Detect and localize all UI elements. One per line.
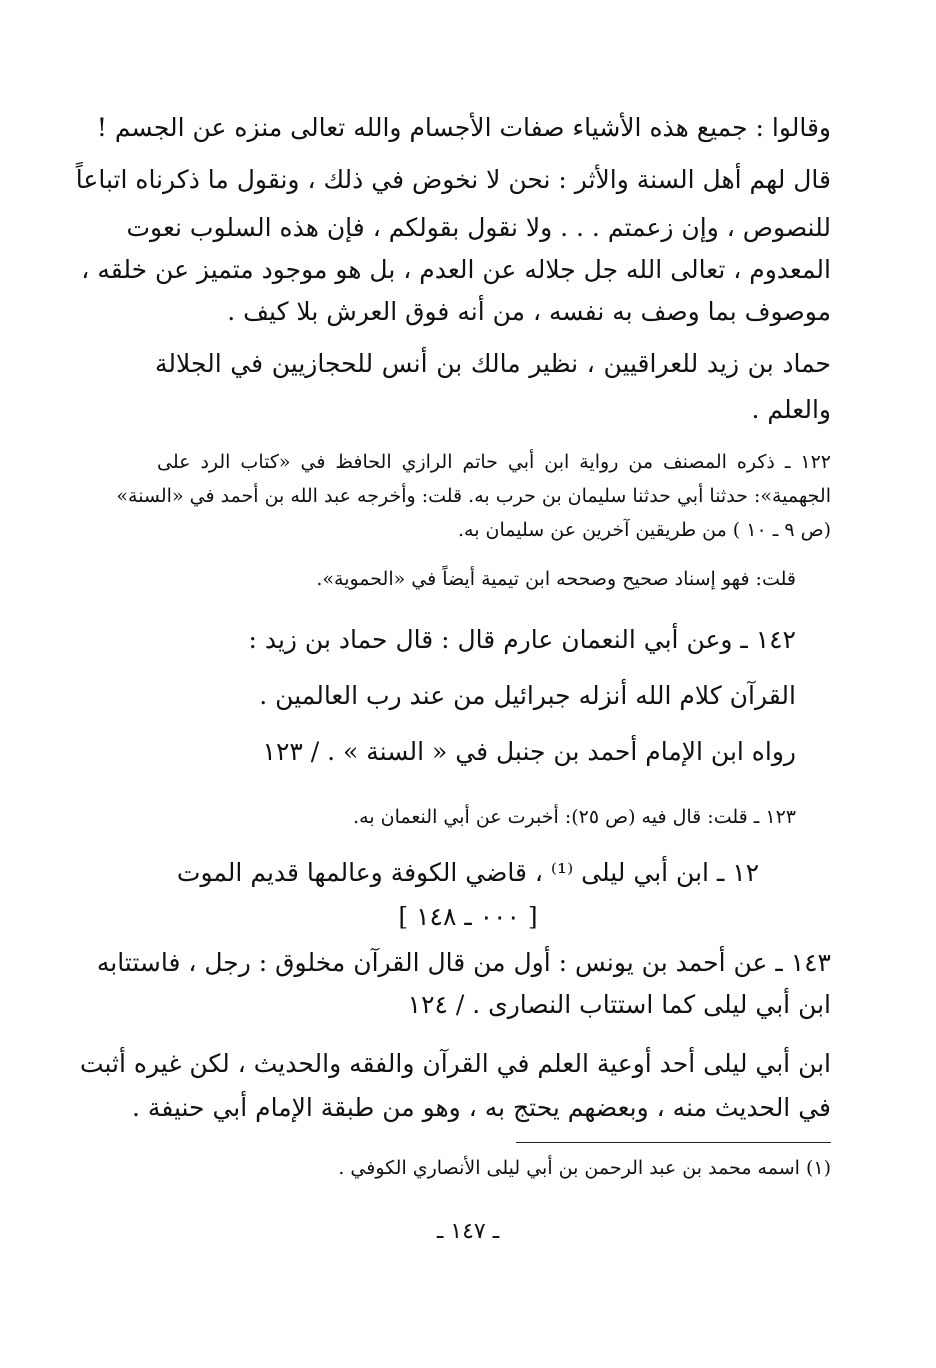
paragraph-line: ابن أبي ليلى أحد أوعية العلم في القرآن والفقه والحديث ، لكن غيره أثبت: [79, 1049, 831, 1078]
section-heading: ١٢ ـ ابن أبي ليلى ⁽¹⁾ ، قاضي الكوفة وعالمها قديم الموت: [176, 858, 760, 887]
text-line: ١٤٢ ـ وعن أبي النعمان عارم قال : قال حماد بن زيد :: [248, 625, 796, 654]
paragraph-line: المعدوم ، تعالى الله جل جلاله عن العدم ، بل هو موجود متميز عن خلقه ،: [81, 255, 831, 284]
footnote: (١) اسمه محمد بن عبد الرحمن بن أبي ليلى الأنصاري الكوفي .: [338, 1157, 831, 1179]
paragraph-line: موصوف بما وصف به نفسه ، من أنه فوق العرش بلا كيف .: [227, 297, 831, 326]
paragraph-line: والعلم .: [751, 395, 831, 424]
text-line: ابن أبي ليلى كما استتاب النصارى . / ١٢٤: [407, 990, 831, 1019]
footnote-separator: [516, 1142, 831, 1143]
paragraph-line: قال لهم أهل السنة والأثر : نحن لا نخوض في ذلك ، ونقول ما ذكرناه اتباعاً: [75, 165, 831, 194]
note-line: (ص ٩ ـ ١٠ ) من طريقين آخرين عن سليمان به.: [457, 519, 831, 541]
note-line: ١٢٢ ـ ذكره المصنف من رواية ابن أبي حاتم الرازي الحافظ في «كتاب الرد على: [157, 451, 831, 473]
text-line: ١٤٣ ـ عن أحمد بن يونس : أول من قال القرآن مخلوق : رجل ، فاستتابه: [96, 948, 831, 977]
note-line: قلت: فهو إسناد صحيح وصححه ابن تيمية أيضاً في «الحموية».: [316, 568, 796, 590]
paragraph-line: حماد بن زيد للعراقيين ، نظير مالك بن أنس للحجازيين في الجلالة: [155, 349, 831, 378]
text-line: القرآن كلام الله أنزله جبرائيل من عند رب العالمين .: [259, 681, 796, 710]
page-number: ـ ١٤٧ ـ: [436, 1219, 500, 1244]
paragraph-line: للنصوص ، وإن زعمتم . . . ولا نقول بقولكم ، فإن هذه السلوب نعوت: [126, 213, 831, 242]
note-line: الجهمية»: حدثنا أبي حدثنا سليمان بن حرب به. قلت: وأخرجه عبد الله بن أحمد في «السنة»: [116, 485, 831, 507]
paragraph-line: في الحديث منه ، وبعضهم يحتج به ، وهو من طبقة الإمام أبي حنيفة .: [132, 1093, 831, 1122]
section-dates: [ ٠٠٠ ـ ١٤٨ ]: [398, 902, 538, 931]
paragraph-line: وقالوا : جميع هذه الأشياء صفات الأجسام والله تعالى منزه عن الجسم !: [96, 113, 831, 142]
note-line: ١٢٣ ـ قلت: قال فيه (ص ٢٥): أخبرت عن أبي النعمان به.: [353, 806, 796, 828]
text-line: رواه ابن الإمام أحمد بن جنبل في « السنة » . / ١٢٣: [262, 737, 796, 766]
